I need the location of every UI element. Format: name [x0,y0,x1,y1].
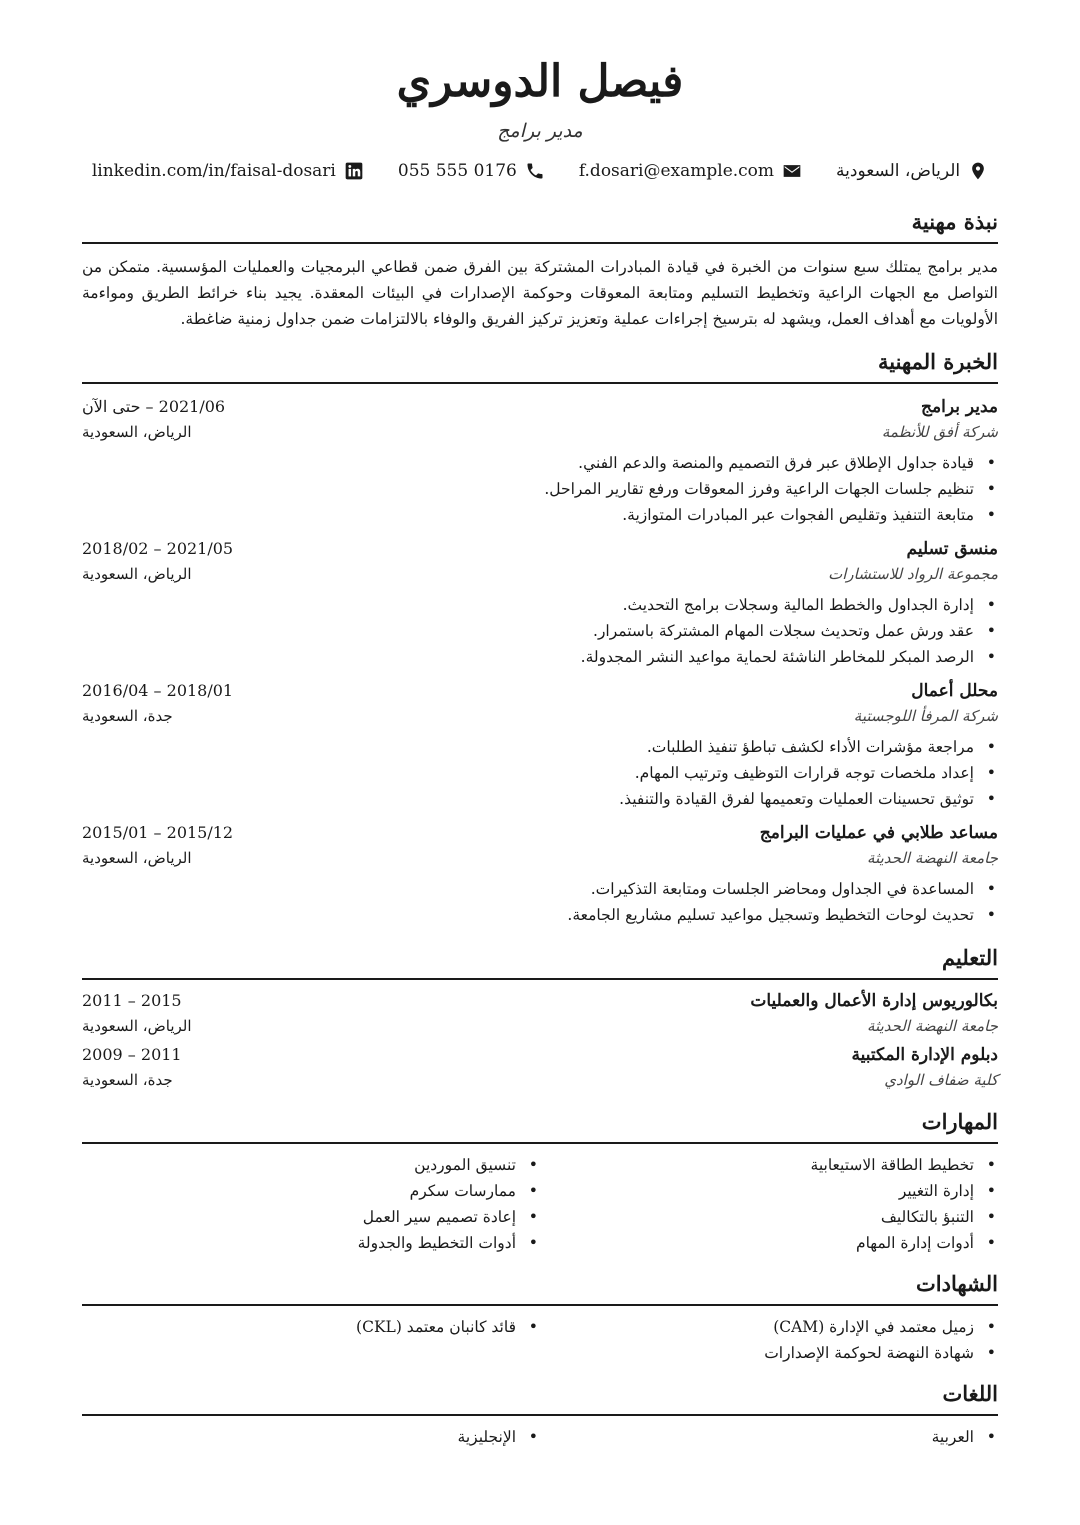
contact-linkedin[interactable] [92,158,364,184]
job-bullets [82,450,998,528]
job-dates: 2021/05 – 2018/02 [82,539,234,558]
job-company: شركة أفق للأنظمة [881,423,998,441]
summary-heading: نبذة مهنية [82,208,998,244]
phone-text[interactable]: 055 555 0176 [397,161,517,181]
job-location: الرياض، السعودية [82,849,192,867]
job-company: مجموعة الرواد للاستشارات [828,565,998,583]
job-location: جدة، السعودية [82,707,173,725]
job-bullets [82,734,998,812]
education-entry [82,1042,998,1092]
location-text: الرياض، السعودية [836,161,961,181]
list-item: • عقد ورش عمل وتحديث سجلات المهام المشتركة باستمرار. [82,618,978,644]
job-company: شركة المرفأ اللوجستية [853,707,998,725]
job-entry [82,820,998,928]
skills-list-left [82,1152,540,1256]
list-item: • أدوات التخطيط والجدولة [82,1230,520,1256]
contact-location [836,158,988,184]
list-item: • الرصد المبكر للمخاطر الناشئة لحماية مواعيد النشر المجدولة. [82,644,978,670]
job-title: منسق تسليم [906,539,998,559]
summary-section [82,208,998,332]
list-item: • أدوات إدارة المهام [540,1230,978,1256]
job-title: محلل أعمال [911,681,998,701]
list-item: • التنبؤ بالتكاليف [540,1204,978,1230]
school-name: كلية ضفاف الوادي [884,1071,998,1089]
list-item: • إعداد ملخصات توجه قرارات التوظيف وترتيب المهام. [82,760,978,786]
experience-section [82,348,998,928]
job-location: الرياض، السعودية [82,423,192,441]
education-dates: 2011 – 2009 [82,1045,182,1064]
location-pin-icon [968,161,988,181]
list-item: • شهادة النهضة لحوكمة الإصدارات [540,1340,978,1366]
list-item: • تخطيط الطاقة الاستيعابية [540,1152,978,1178]
languages-heading: اللغات [82,1380,998,1416]
linkedin-text[interactable]: linkedin.com/in/faisal-dosari [91,161,336,181]
languages-section [82,1380,998,1450]
job-location: الرياض، السعودية [82,565,192,583]
list-item: • قيادة جداول الإطلاق عبر فرق التصميم والمنصة والدعم الفني. [82,450,978,476]
experience-heading: الخبرة المهنية [82,348,998,384]
envelope-icon [782,161,802,181]
list-item: • تنسيق الموردين [82,1152,520,1178]
list-item: • تنظيم جلسات الجهات الراعية وفرز المعوقات ورفع تقارير المراحل. [82,476,978,502]
languages-list-right [540,1424,998,1450]
education-dates: 2015 – 2011 [82,991,182,1010]
list-item: • العربية [540,1424,978,1450]
skills-list-right [540,1152,998,1256]
job-title: مساعد طلابي في عمليات البرامج [759,823,998,843]
list-item: • إدارة الجداول والخطط المالية وسجلات برامج التحديث. [82,592,978,618]
job-entry [82,678,998,812]
job-title: مدير برامج [921,397,998,417]
list-item: • تحديث لوحات التخطيط وتسجيل مواعيد تسليم مشاريع الجامعة. [82,902,978,928]
degree-title: دبلوم الإدارة المكتبية [851,1045,998,1065]
skills-section [82,1108,998,1256]
education-heading: التعليم [82,944,998,980]
contact-bar [82,158,998,184]
list-item: • إعادة تصميم سير العمل [82,1204,520,1230]
education-location: جدة، السعودية [82,1071,173,1089]
list-item: • المساعدة في الجداول ومحاضر الجلسات ومتابعة التذكيرات. [82,876,978,902]
languages-list-left [82,1424,540,1450]
job-bullets [82,592,998,670]
candidate-name: فيصل الدوسري [396,56,684,107]
education-location: الرياض، السعودية [82,1017,192,1035]
contact-email[interactable] [579,158,802,184]
candidate-role: مدير برامج [497,120,583,142]
job-entry [82,536,998,670]
job-bullets [82,876,998,928]
list-item: • مراجعة مؤشرات الأداء لكشف تباطؤ تنفيذ الطلبات. [82,734,978,760]
list-item: • إدارة التغيير [540,1178,978,1204]
education-entry [82,988,998,1038]
certifications-list-right [540,1314,998,1366]
list-item: • متابعة التنفيذ وتقليص الفجوات عبر المبادرات المتوازية. [82,502,978,528]
list-item: • توثيق تحسينات العمليات وتعميمها لفرق القيادة والتنفيذ. [82,786,978,812]
school-name: جامعة النهضة الحديثة [867,1017,998,1035]
linkedin-icon [344,161,364,181]
list-item: • الإنجليزية [82,1424,520,1450]
job-dates: 2018/01 – 2016/04 [82,681,234,700]
list-item: • ممارسات سكرم [82,1178,520,1204]
job-company: جامعة النهضة الحديثة [867,849,998,867]
job-entry [82,394,998,528]
job-dates: 2021/06 – حتى الآن [82,397,226,416]
job-dates: 2015/12 – 2015/01 [82,823,234,842]
summary-text: مدير برامج يمتلك سبع سنوات من الخبرة في قيادة المبادرات المشتركة بين الفرق ضمن قطاعي البرمجيات والعمليات المؤسسية. متمكن من التواصل مع الجهات الراعية وتخطيط التسليم ومتابعة المعوقات وحوكمة الإصدارات في البيئات المعقدة. يجيد بناء خرائط الطريق ومواءمة الأولويات مع أهداف العمل، ويشهد له بترسيخ إجراءات عملية وتعزيز تركيز الفريق والوفاء بالالتزامات ضمن جداول زمنية ضاغطة. [82,258,998,328]
list-item: • قائد كانبان معتمد (CKL) [82,1314,520,1340]
phone-icon [525,161,545,181]
certifications-list-left [82,1314,540,1340]
certifications-section [82,1270,998,1366]
skills-heading: المهارات [82,1108,998,1144]
certifications-heading: الشهادات [82,1270,998,1306]
contact-phone[interactable] [398,158,545,184]
list-item: • زميل معتمد في الإدارة (CAM) [540,1314,978,1340]
degree-title: بكالوريوس إدارة الأعمال والعمليات [750,991,998,1011]
email-text[interactable]: f.dosari@example.com [578,161,775,181]
education-section [82,944,998,1092]
